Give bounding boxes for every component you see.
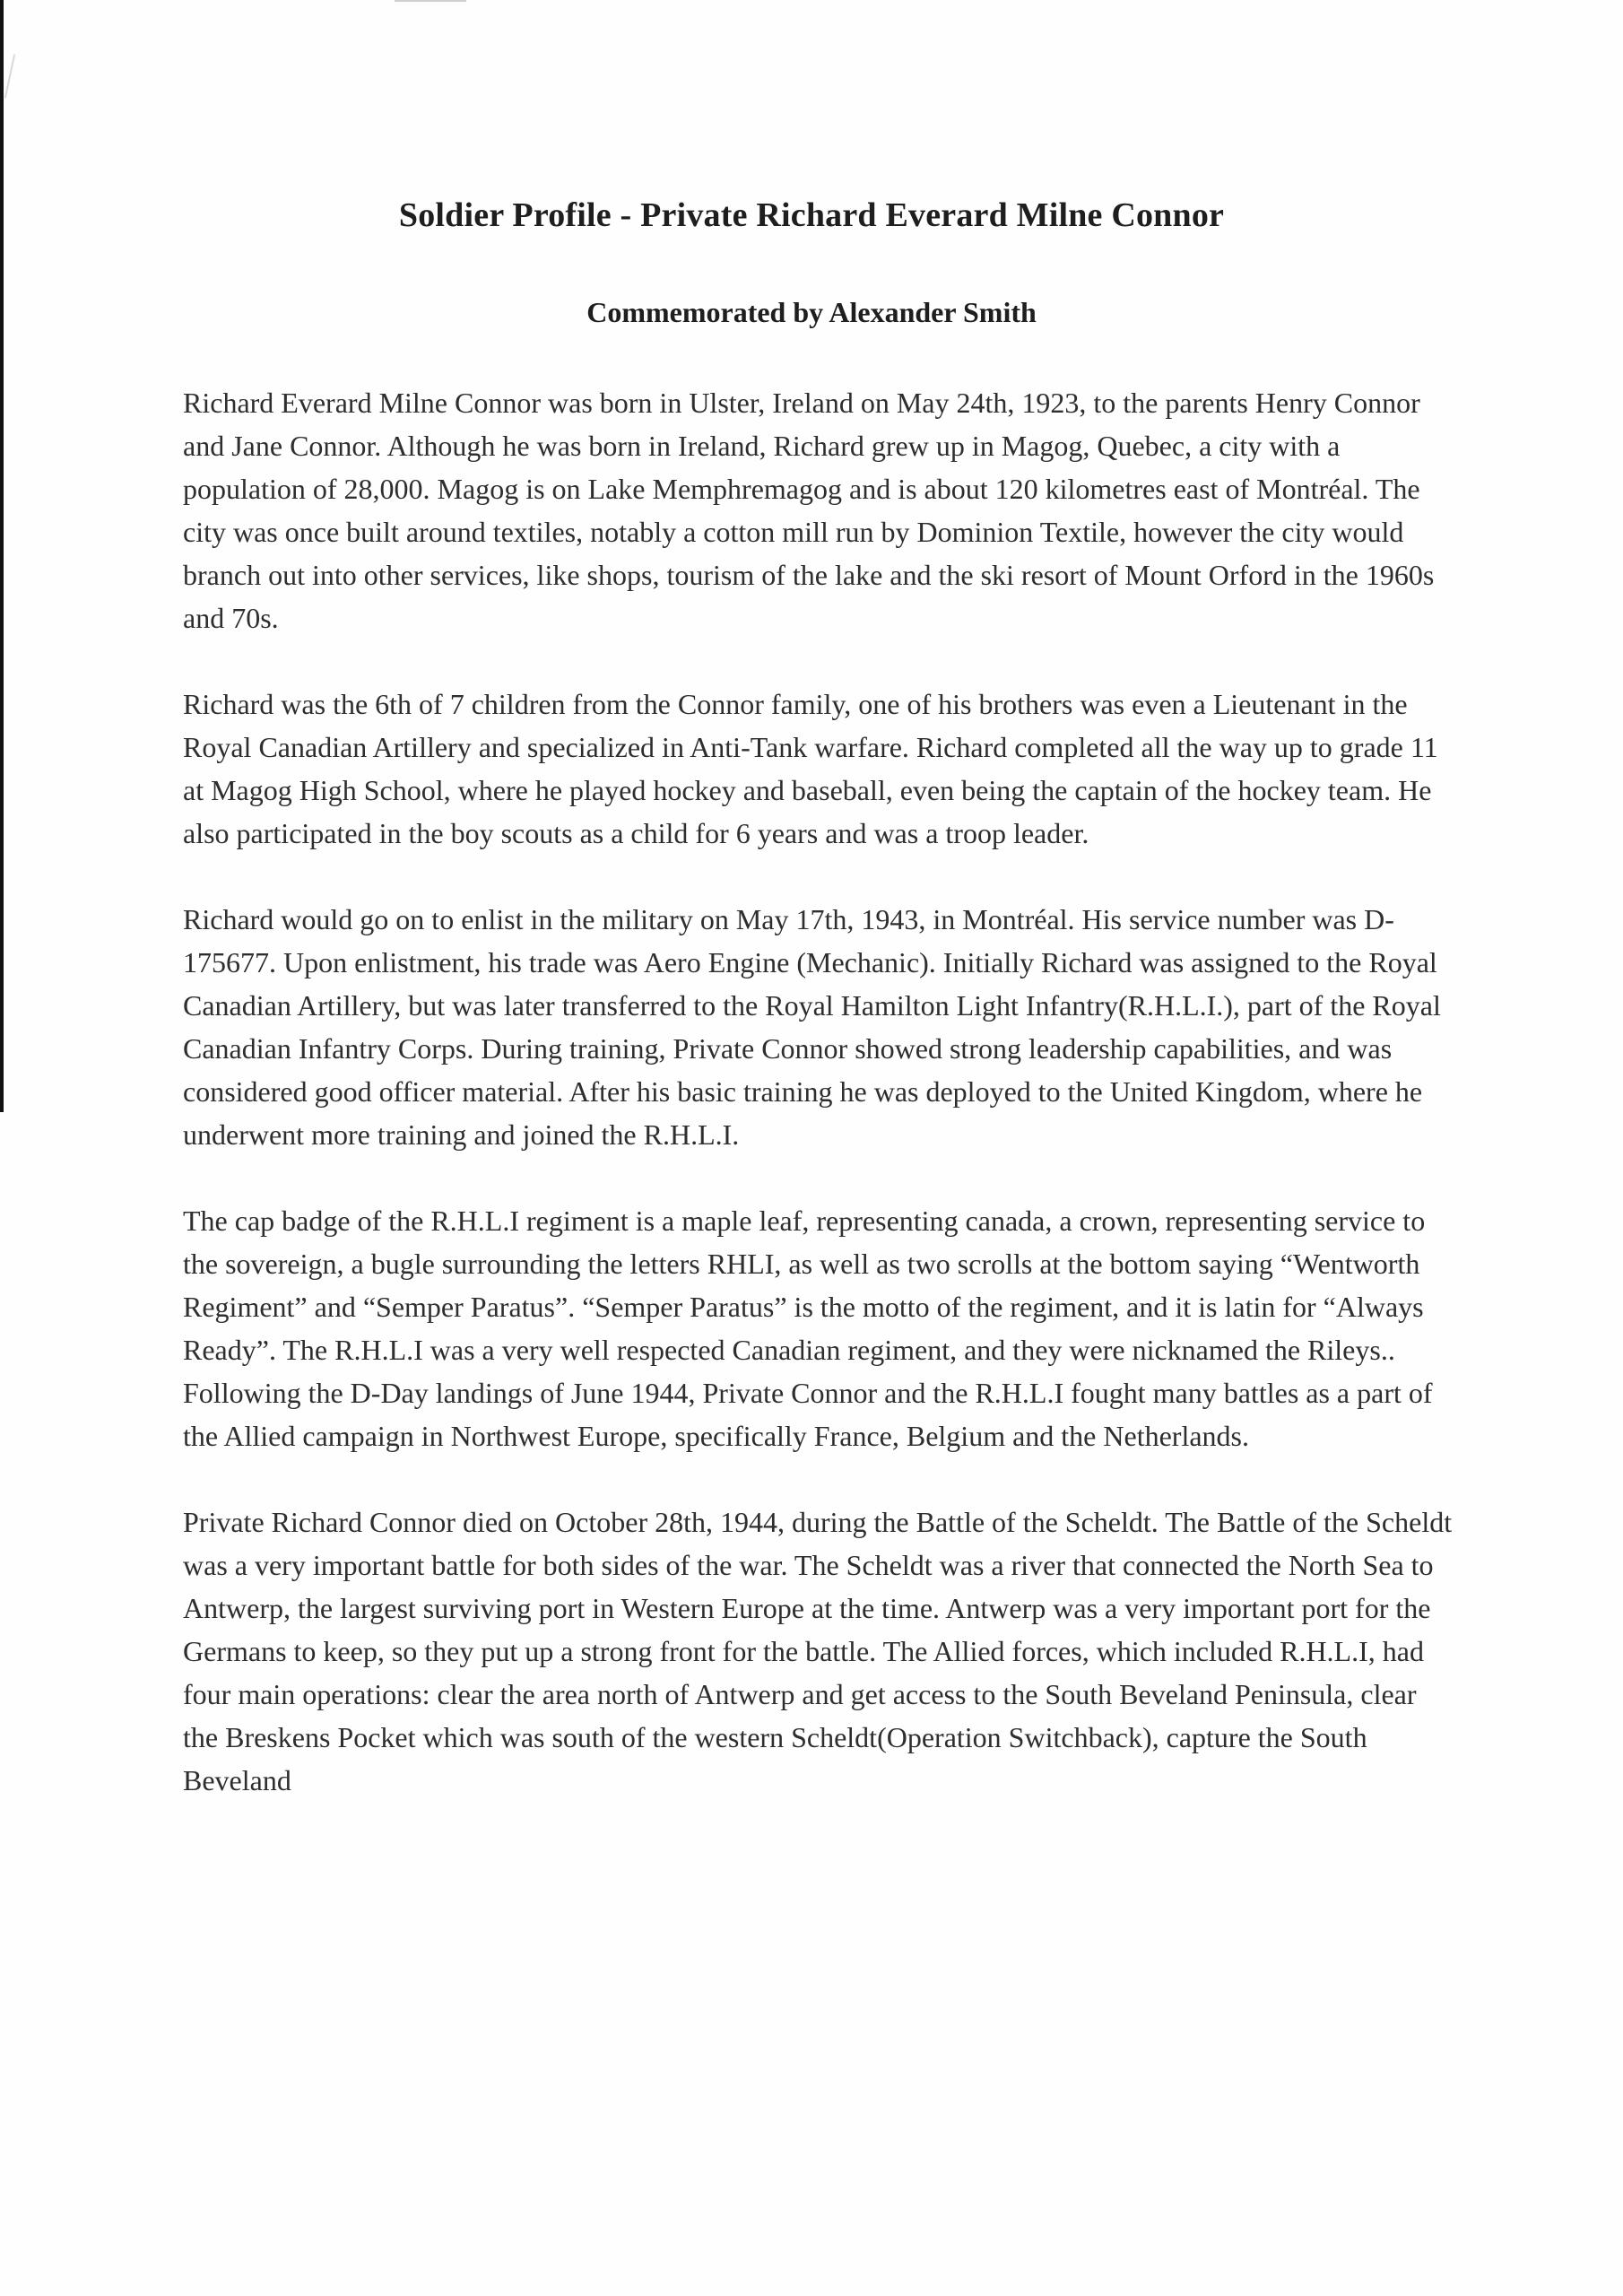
document-title: Soldier Profile - Private Richard Everard Milne Connor xyxy=(398,196,1225,234)
scan-edge-mark xyxy=(0,0,4,1112)
paragraph-birth-and-hometown: Richard Everard Milne Connor was born in Ulster, Ireland on May 24th, 1923, to the parents Henry Connor and Jane Connor. Although he was born in Ireland, Richard grew up in Magog, Quebec, a city with a population of 28,000. Magog is on Lake Memphremagog and is about 120 kilometres east of Montréal. The city was once built around textiles, notably a cotton mill run by Dominion Textile, however the city would branch out into other services, like shops, tourism of the lake and the ski resort of Mount Orford in the 1960s and 70s. xyxy=(183,387,1435,634)
paragraph-enlistment: Richard would go on to enlist in the military on May 17th, 1943, in Montréal. His service number was D-175677. Upon enlistment, his trade was Aero Engine (Mechanic). Initially Richard was assigned to the Royal Canadian Artillery, but was later transferred to the Royal Hamilton Light Infantry(R.H.L.I.), part of the Royal Canadian Infantry Corps. During training, Private Connor showed strong leadership capabilities, and was considered good officer material. After his basic training he was deployed to the United Kingdom, where he underwent more training and joined the R.H.L.I. xyxy=(183,903,1441,1151)
document-subtitle: Commemorated by Alexander Smith xyxy=(586,296,1037,328)
scan-artifact-left xyxy=(4,54,15,98)
paragraph-death-and-battle: Private Richard Connor died on October 28th, 1944, during the Battle of the Scheldt. The Battle of the Scheldt was a very important battle for both sides of the war. The Scheldt was a river that connected the North Sea to Antwerp, the largest surviving port in Western Europe at the time. Antwerp was a very important port for the Germans to keep, so they put up a strong front for the battle. The Allied forces, which included R.H.L.I, had four main operations: clear the area north of Antwerp and get access to the South Beveland Peninsula, clear the Breskens Pocket which was south of the western Scheldt(Operation Switchback), capture the South Beveland xyxy=(183,1506,1453,1796)
paragraph-cap-badge: The cap badge of the R.H.L.I regiment is a maple leaf, representing canada, a crown, representing service to the sovereign, a bugle surrounding the letters RHLI, as well as two scrolls at the bottom saying “Wentworth Regiment” and “Semper Paratus”. “Semper Paratus” is the motto of the regiment, and it is latin for “Always Ready”. The R.H.L.I was a very well respected Canadian regiment, and they were nicknamed the Rileys.. Following the D-Day landings of June 1944, Private Connor and the R.H.L.I fought many battles as a part of the Allied campaign in Northwest Europe, specifically France, Belgium and the Netherlands. xyxy=(183,1205,1433,1452)
document-body xyxy=(183,381,1456,1845)
paragraph-family-and-youth: Richard was the 6th of 7 children from the Connor family, one of his brothers was even a Lieutenant in the Royal Canadian Artillery and specialized in Anti-Tank warfare. Richard completed all the way up to grade 11 at Magog High School, where he played hockey and baseball, even being the captain of the hockey team. He also participated in the boy scouts as a child for 6 years and was a troop leader. xyxy=(183,688,1438,849)
scan-artifact-top xyxy=(395,0,466,2)
